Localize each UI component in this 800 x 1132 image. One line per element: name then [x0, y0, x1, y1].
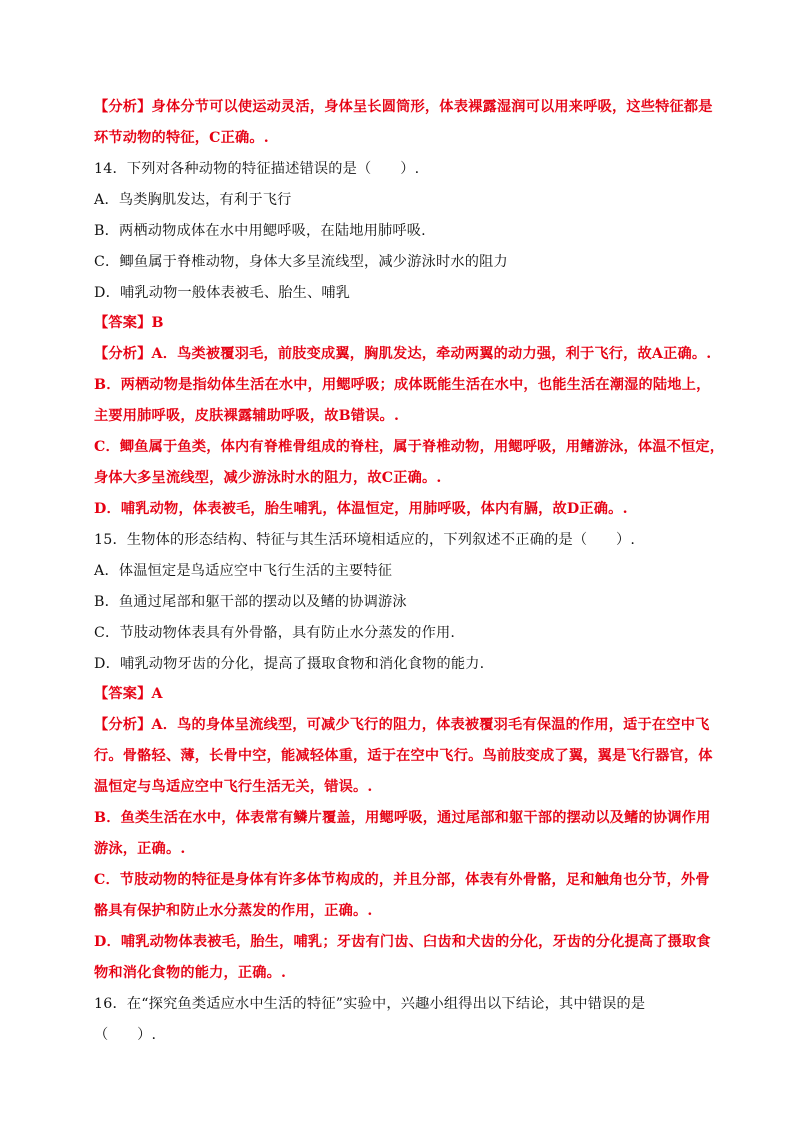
question-14-option-d: D．哺乳动物一般体表被毛、胎生、哺乳: [94, 285, 351, 301]
analysis-15-line: D．哺乳动物体表被毛，胎生，哺乳；牙齿有门齿、臼齿和犬齿的分化，牙齿的分化提高了摄取食: [94, 934, 711, 950]
question-14-option-c: C．鲫鱼属于脊椎动物，身体大多呈流线型，减少游泳时水的阻力: [94, 254, 508, 270]
question-15-stem: 15．生物体的形态结构、特征与其生活环境相适应的，下列叙述不正确的是（ ）.: [94, 532, 636, 548]
analysis-line: 【分析】身体分节可以使运动灵活，身体呈长圆筒形，体表裸露湿润可以用来呼吸，这些特征都是: [94, 99, 713, 115]
analysis-15-line: B．鱼类生活在水中，体表常有鳞片覆盖，用鳃呼吸，通过尾部和躯干部的摆动以及鳍的协调作用: [94, 810, 711, 826]
analysis-15-line: 温恒定与鸟适应空中飞行生活无关，错误。.: [94, 779, 373, 795]
analysis-14-line: 主要用肺呼吸，皮肤裸露辅助呼吸，故B错误。.: [94, 408, 400, 424]
analysis-14-line: C．鲫鱼属于鱼类，体内有脊椎骨组成的脊柱，属于脊椎动物，用鳃呼吸，用鳍游泳，体温不恒定，: [94, 439, 725, 455]
question-15-option-c: C．节肢动物体表具有外骨骼，具有防止水分蒸发的作用.: [94, 625, 456, 641]
question-16-stem-bracket: （ ）.: [94, 1027, 157, 1043]
question-15-option-d: D．哺乳动物牙齿的分化，提高了摄取食物和消化食物的能力.: [94, 656, 485, 672]
question-14-option-a: A．鸟类胸肌发达，有利于飞行: [94, 192, 292, 208]
question-16-stem: 16．在“探究鱼类适应水中生活的特征”实验中，兴趣小组得出以下结论，其中错误的是: [94, 996, 646, 1012]
analysis-line: 环节动物的特征，C正确。.: [94, 130, 269, 146]
question-15-option-a: A．体温恒定是鸟适应空中飞行生活的主要特征: [94, 563, 393, 579]
analysis-15-line: C．节肢动物的特征是身体有许多体节构成的，并且分部，体表有外骨骼，足和触角也分节，外骨: [94, 872, 710, 888]
analysis-15-line: 骼具有保护和防止水分蒸发的作用，正确。.: [94, 903, 373, 919]
question-14-option-b: B．两栖动物成体在水中用鳃呼吸，在陆地用肺呼吸.: [94, 223, 426, 239]
analysis-14-line: 身体大多呈流线型，减少游泳时水的阻力，故C正确。.: [94, 470, 442, 486]
analysis-15-line: 【分析】A．鸟的身体呈流线型，可减少飞行的阻力，体表被覆羽毛有保温的作用，适于在空中飞: [94, 717, 710, 733]
analysis-15-line: 行。骨骼轻、薄，长骨中空，能减轻体重，适于在空中飞行。鸟前肢变成了翼，翼是飞行器官，体: [94, 748, 713, 764]
answer-14: 【答案】B: [94, 315, 164, 331]
analysis-15-line: 游泳，正确。.: [94, 841, 186, 857]
question-15-option-b: B．鱼通过尾部和躯干部的摆动以及鳍的协调游泳: [94, 594, 407, 610]
analysis-14-line: D．哺乳动物，体表被毛，胎生哺乳，体温恒定，用肺呼吸，体内有膈，故D正确。.: [94, 501, 628, 517]
analysis-15-line: 物和消化食物的能力，正确。.: [94, 965, 287, 981]
analysis-14-line: 【分析】A．鸟类被覆羽毛，前肢变成翼，胸肌发达，牵动两翼的动力强，利于飞行，故A正确。.: [94, 346, 712, 362]
question-14-stem: 14．下列对各种动物的特征描述错误的是（ ）.: [94, 161, 420, 177]
answer-15: 【答案】A: [94, 686, 163, 702]
analysis-14-line: B．两栖动物是指幼体生活在水中，用鳃呼吸；成体既能生活在水中，也能生活在潮湿的陆地上，: [94, 377, 711, 393]
